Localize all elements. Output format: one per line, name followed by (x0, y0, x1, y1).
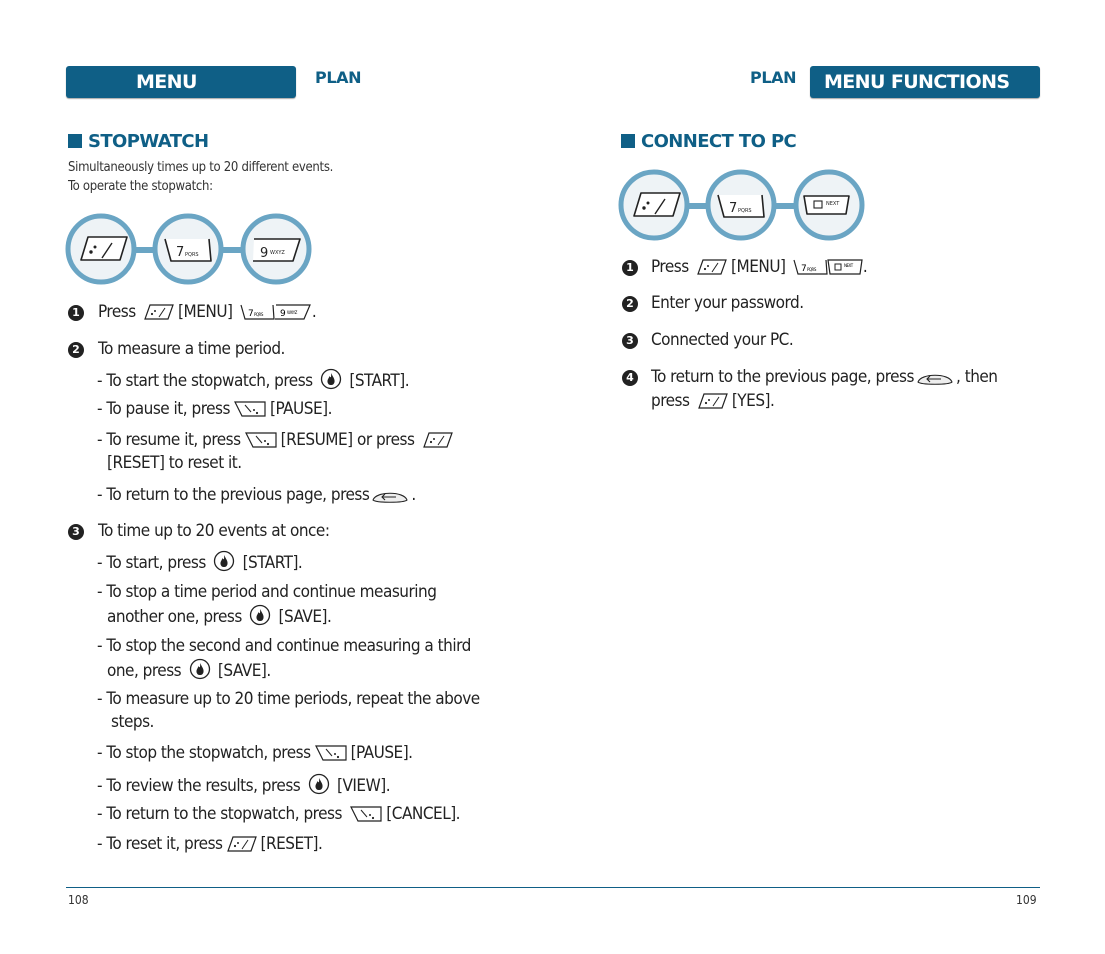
step-number: 2 (68, 342, 84, 358)
step-number: 1 (622, 260, 638, 276)
step3-cancel-instruction: - To return to the stopwatch, press [CANCEL]. (97, 804, 461, 824)
back-key-icon (372, 488, 408, 504)
step-number: 4 (622, 370, 638, 386)
left-plan-label: PLAN (315, 68, 362, 87)
left-step-3: To time up to 20 events at once: (98, 521, 330, 541)
left-softkey-icon (226, 835, 258, 853)
right-header-bar (810, 66, 1040, 98)
step3-start-instruction: - To start, press [START]. (97, 550, 302, 575)
key-7-icon (708, 172, 774, 238)
ok-center-icon (308, 773, 330, 795)
step2-pause-instruction: - To pause it, press [PAUSE]. (97, 399, 332, 419)
svg-text:PQRS: PQRS (806, 267, 816, 272)
connect-pc-key-sequence (617, 168, 865, 244)
svg-text:WXYZ: WXYZ (286, 310, 297, 315)
key-9-icon (243, 216, 309, 282)
step2-resume-instruction: - To resume it, press [RESUME] or press [RESET] to reset it. (97, 429, 457, 475)
right-step-3: Connected your PC. (651, 330, 794, 350)
key-7-icon (240, 303, 276, 321)
svg-text:7: 7 (176, 245, 185, 260)
right-softkey-icon (349, 805, 383, 823)
step2-start-instruction: - To start the stopwatch, press [START]. (97, 368, 409, 393)
left-header-bar (66, 66, 296, 126)
ok-center-icon (213, 550, 235, 572)
connect-pc-section-title: CONNECT TO PC (621, 131, 796, 152)
svg-text:9: 9 (279, 309, 286, 319)
page-number-right: 109 (1016, 893, 1037, 907)
ok-center-icon (320, 368, 342, 390)
svg-text:NEXT: NEXT (826, 201, 840, 207)
step2-return-instruction: - To return to the previous page, press . (97, 485, 416, 505)
left-softkey-icon (68, 216, 134, 282)
key-9-icon (274, 303, 312, 321)
step3-repeat-instruction: - To measure up to 20 time periods, repeat the above steps. (97, 689, 480, 732)
step-number: 2 (622, 296, 638, 312)
left-step-2: To measure a time period. (98, 339, 285, 359)
right-softkey-icon (314, 744, 348, 762)
svg-text:7: 7 (729, 201, 738, 216)
right-footer-rule (552, 887, 1040, 888)
stopwatch-section-title: STOPWATCH (68, 131, 208, 152)
left-softkey-icon (422, 431, 454, 449)
step3-second-instruction: - To stop the second and continue measuring a third one, press [SAVE]. (97, 636, 471, 681)
back-key-icon (917, 370, 953, 386)
left-softkey-icon (621, 172, 687, 238)
right-step-2: Enter your password. (651, 293, 804, 313)
step3-reset-instruction: - To reset it, press [RESET]. (97, 834, 323, 854)
right-plan-label: PLAN (750, 68, 797, 87)
page-number-left: 108 (68, 893, 89, 907)
left-softkey-icon (143, 303, 175, 321)
section-square-icon (68, 134, 82, 148)
right-step-4: To return to the previous page, press , then press [YES]. (651, 367, 998, 411)
key-0-icon (827, 258, 863, 276)
step3-stop-instruction: - To stop the stopwatch, press [PAUSE]. (97, 743, 413, 763)
svg-text:NEXT: NEXT (843, 263, 853, 268)
svg-text:WXYZ: WXYZ (270, 250, 285, 256)
svg-text:9: 9 (260, 246, 269, 261)
ok-center-icon (249, 604, 271, 626)
right-step-1: Press [MENU] 7 PQRS NEXT . (651, 257, 868, 277)
stopwatch-key-sequence (64, 212, 312, 288)
key-0-icon (796, 172, 862, 238)
svg-text:7: 7 (800, 264, 807, 274)
svg-text:PQRS: PQRS (185, 252, 199, 258)
step-number: 3 (622, 333, 638, 349)
left-softkey-icon (696, 258, 728, 276)
stopwatch-intro: Simultaneously times up to 20 different events. To operate the stopwatch: (68, 160, 334, 194)
svg-text:PQRS: PQRS (253, 312, 263, 317)
ok-center-icon (189, 658, 211, 680)
left-footer-rule (66, 887, 552, 888)
step-number: 3 (68, 524, 84, 540)
right-softkey-icon (233, 400, 267, 418)
right-softkey-icon (244, 431, 278, 449)
left-step-1: Press [MENU] 7 PQRS 9 WXYZ . (98, 302, 317, 322)
key-7-icon (155, 216, 221, 282)
left-softkey-icon (697, 392, 729, 410)
step3-view-instruction: - To review the results, press [VIEW]. (97, 773, 390, 798)
left-header-label: MENU FUNCTIONS (136, 71, 255, 126)
step3-save-instruction: - To stop a time period and continue measuring another one, press [SAVE]. (97, 582, 437, 627)
key-7-icon (793, 258, 829, 276)
svg-text:PQRS: PQRS (738, 208, 752, 214)
step-number: 1 (68, 305, 84, 321)
svg-text:7: 7 (247, 309, 254, 319)
section-square-icon (621, 134, 635, 148)
right-header-label: MENU FUNCTIONS (824, 71, 1010, 93)
